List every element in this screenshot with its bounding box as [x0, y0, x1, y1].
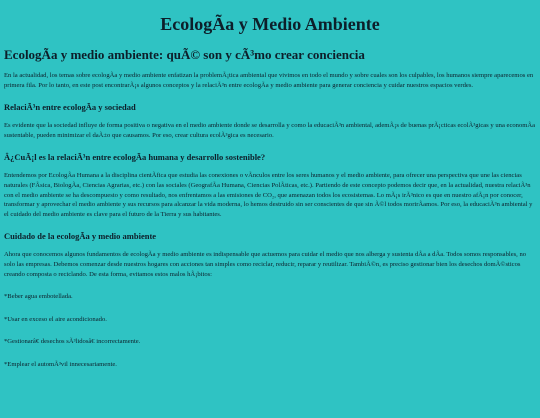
habit-item: *Usar en exceso el aire acondicionado. [4, 315, 107, 323]
section-heading-care: Cuidado de la ecologÃa y medio ambiente [4, 231, 157, 242]
habit-item: *Beber agua embotellada. [4, 293, 73, 301]
habit-item: *Gestionarâ€ desechos sÃ³lidosâ€ incorrectamente. [4, 338, 141, 346]
section-text-relation: Es evidente que la sociedad influye de forma positiva o negativa en el medio ambiente donde se desarrolla y como la educaciÃ³n ambiental, ademÃ¡s de buenas prÃ¡cticas ecolÃ³gicas y una economÃa sustentable, pueden minimizar el daÃ±o que causamos. Por eso, crear cultura ecolÃ³gica es necesario. [4, 122, 536, 139]
habit-item: *Emplear el automÃ³vil innecesariamente. [4, 360, 117, 368]
intro-paragraph: En la actualidad, los temas sobre ecologÃa y medio ambiente enfatizan la problemÃ¡tica ambiental que vivimos en todo el mundo y sobre cuales son los culpables, los humanos siempre aparecemos en primera fila. Por lo tanto, en este post encontrarÃ¡s algunos conceptos y la relaciÃ³n entre ecologÃa y medio ambiente para generar conciencia y cuidar nuestros espacios verdes. [4, 72, 534, 89]
section-heading-relation: RelaciÃ³n entre ecologÃa y sociedad [4, 102, 136, 113]
main-heading: EcologÃa y medio ambiente: quÃ© son y cÃ³mo crear conciencia [4, 47, 365, 62]
section-text-human-ecology: Entendemos por EcologÃa Humana a la disciplina cientÃfica que estudia las conexiones o vÃnculos entre los seres humanos y el medio ambiente, para ofrecer una perspectiva que une las ciencias naturales (FÃsica, BiologÃa, Ciencias Agrarias, etc.) con las sociales (GeografÃa Humana, Ciencias PolÃticas, etc.). Partiendo de este concepto podemos decir que, en la actualidad, nuestra relaciÃ³n con el medio ambiente se ha descompuesto y como resultado, nos enfrentamos a las emisiones de CO₂, que amenazan todos los ecosistemas. Lo mÃ¡s irÃ³nico es que en nuestro afÃ¡n por conocer, transformar y aprovechar el medio ambiente y sus recursos para alcanzar la vida moderna, lo hemos destruido sin ser conscientes de que sin Ã©l todos morirÃamos. Por eso, la educaciÃ³n ambiental y el cuidado del medio ambiente es clave para el futuro de la Tierra y sus habitantes. [4, 172, 533, 218]
section-text-care: Ahora que conocemos algunos fundamentos de ecologÃa y medio ambiente es indispensable que actuemos para cuidar el medio que nos alberga y sustenta dÃa a dÃa. Todos somos responsables, no solo las empresas. Debemos comenzar desde nuestros hogares con acciones tan simples como reciclar, reducir, reparar y reutilizar. TambiÃ©n, es preciso gestionar bien los desechos domÃ©sticos creando composta o reciclando. De esta forma, evitamos estos malos hÃ¡bitos: [4, 251, 527, 278]
page-title: EcologÃa y Medio Ambiente [160, 14, 380, 34]
section-heading-human-ecology: Â¿CuÃ¡l es la relaciÃ³n entre ecologÃa humana y desarrollo sostenible? [4, 152, 266, 163]
article [0, 13, 540, 370]
